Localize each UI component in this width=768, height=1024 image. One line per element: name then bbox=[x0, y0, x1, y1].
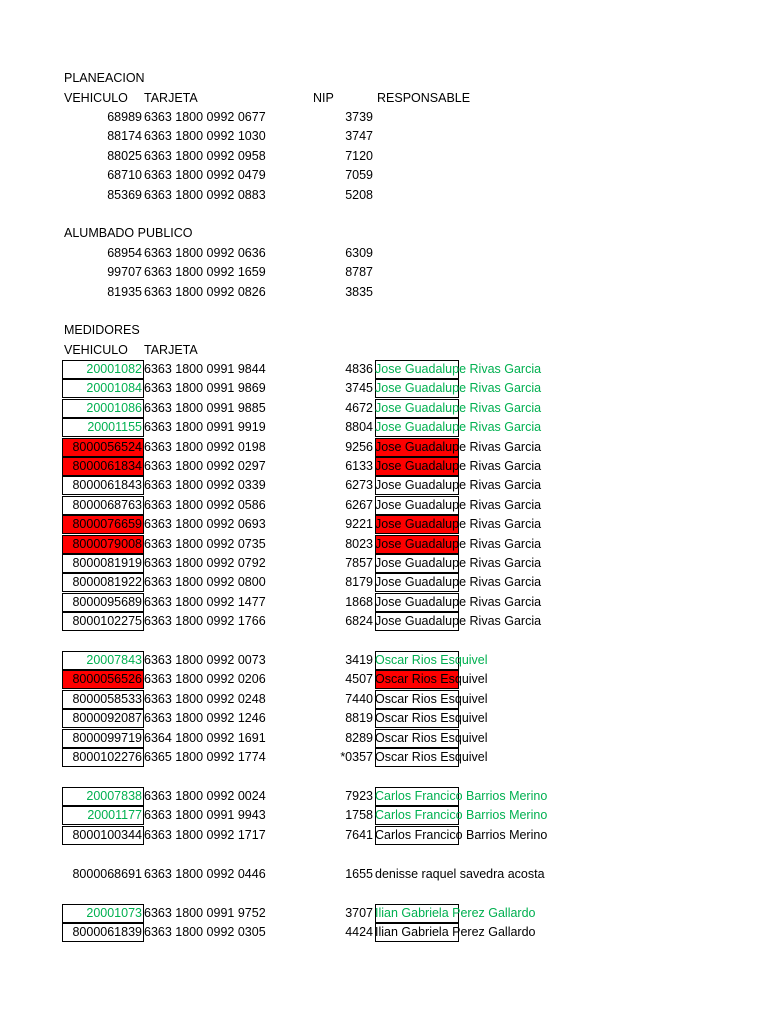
nip-cell: 7440 bbox=[345, 691, 373, 706]
tarjeta-cell: 6363 1800 0992 1717 bbox=[144, 827, 266, 842]
table-row bbox=[0, 787, 768, 806]
vehiculo-cell: 8000068691 bbox=[72, 867, 142, 881]
tarjeta-cell: 6363 1800 0992 1659 bbox=[144, 265, 266, 280]
nip-cell: 1758 bbox=[345, 808, 373, 823]
vehiculo-cell: 20001073 bbox=[86, 906, 142, 920]
nip-cell: 4424 bbox=[345, 925, 373, 940]
table-row bbox=[0, 476, 768, 495]
table-row bbox=[0, 418, 768, 437]
vehiculo-cell: 8000099719 bbox=[72, 730, 142, 745]
tarjeta-cell: 6363 1800 0992 0073 bbox=[144, 653, 266, 667]
tarjeta-cell: 6364 1800 0992 1691 bbox=[144, 730, 266, 745]
responsable-cell: Jose Guadalupe Rivas Garcia bbox=[375, 594, 542, 609]
vehiculo-cell: 20007843 bbox=[86, 653, 142, 667]
vehiculo-cell: 81935 bbox=[107, 284, 142, 299]
tarjeta-cell: 6363 1800 0992 0446 bbox=[144, 867, 266, 881]
table-row bbox=[0, 612, 768, 631]
nip-cell: 6273 bbox=[345, 478, 373, 493]
tarjeta-cell: 6363 1800 0991 9943 bbox=[144, 808, 266, 823]
table-row bbox=[0, 535, 768, 554]
tarjeta-cell: 6363 1800 0992 0693 bbox=[144, 517, 266, 532]
responsable-cell: Jose Guadalupe Rivas Garcia bbox=[375, 362, 542, 376]
responsable-cell: Ilian Gabriela Perez Gallardo bbox=[375, 906, 536, 920]
nip-cell: 3419 bbox=[345, 653, 373, 667]
responsable-cell: Jose Guadalupe Rivas Garcia bbox=[375, 517, 542, 532]
header-tarjeta-medidores: TARJETA bbox=[144, 343, 198, 357]
vehiculo-cell: 20001155 bbox=[87, 420, 142, 435]
nip-cell: 8819 bbox=[345, 711, 373, 726]
table-row bbox=[0, 515, 768, 534]
table-row bbox=[0, 904, 768, 923]
tarjeta-cell: 6363 1800 0992 0792 bbox=[144, 556, 266, 570]
nip-cell: 7120 bbox=[345, 148, 373, 163]
nip-cell: 7641 bbox=[345, 827, 373, 842]
responsable-cell: Jose Guadalupe Rivas Garcia bbox=[375, 614, 542, 629]
section-title-planeacion: PLANEACION bbox=[64, 71, 145, 85]
section-title-medidores: MEDIDORES bbox=[64, 323, 140, 337]
tarjeta-cell: 6363 1800 0992 0883 bbox=[144, 187, 266, 202]
table-row bbox=[0, 283, 768, 302]
nip-cell: 4672 bbox=[345, 400, 373, 415]
table-row bbox=[0, 147, 768, 166]
nip-cell: 3739 bbox=[345, 110, 373, 124]
vehiculo-cell: 8000079008 bbox=[72, 536, 142, 551]
header-vehiculo: VEHICULO bbox=[64, 91, 128, 105]
table-row bbox=[0, 360, 768, 379]
vehiculo-cell: 8000056524 bbox=[72, 439, 142, 454]
tarjeta-cell: 6363 1800 0992 0800 bbox=[144, 575, 266, 590]
tarjeta-cell: 6363 1800 0992 0206 bbox=[144, 672, 266, 687]
vehiculo-cell: 20001086 bbox=[86, 400, 142, 415]
nip-cell: 8023 bbox=[345, 536, 373, 551]
table-row bbox=[0, 554, 768, 573]
nip-cell: 1868 bbox=[345, 594, 373, 609]
vehiculo-cell: 99707 bbox=[107, 265, 142, 280]
vehiculo-cell: 8000068763 bbox=[72, 497, 142, 512]
header-vehiculo-medidores: VEHICULO bbox=[64, 343, 128, 357]
vehiculo-cell: 8000100344 bbox=[72, 827, 142, 842]
responsable-cell: Oscar Rios Esquivel bbox=[375, 730, 488, 745]
tarjeta-cell: 6363 1800 0992 1477 bbox=[144, 594, 266, 609]
table-row bbox=[0, 690, 768, 709]
table-row bbox=[0, 729, 768, 748]
table-row bbox=[0, 826, 768, 845]
vehiculo-cell: 88174 bbox=[107, 129, 142, 144]
vehiculo-cell: 68710 bbox=[107, 168, 142, 183]
nip-cell: 4836 bbox=[345, 362, 373, 376]
nip-cell: 6824 bbox=[345, 614, 373, 629]
table-row bbox=[0, 923, 768, 942]
table-row bbox=[0, 593, 768, 612]
header-tarjeta: TARJETA bbox=[144, 91, 198, 105]
table-row bbox=[0, 399, 768, 418]
nip-cell: 3747 bbox=[345, 129, 373, 144]
table-row bbox=[0, 379, 768, 398]
nip-cell: 3835 bbox=[345, 284, 373, 299]
nip-cell: 6309 bbox=[345, 246, 373, 260]
table-row bbox=[0, 865, 768, 884]
table-row bbox=[0, 670, 768, 689]
nip-cell: 8289 bbox=[345, 730, 373, 745]
tarjeta-cell: 6363 1800 0991 9844 bbox=[144, 362, 266, 376]
nip-cell: 9256 bbox=[345, 439, 373, 454]
vehiculo-cell: 8000076659 bbox=[72, 517, 142, 532]
vehiculo-cell: 8000061839 bbox=[72, 925, 142, 940]
vehiculo-cell: 8000056526 bbox=[72, 672, 142, 687]
vehiculo-cell: 8000095689 bbox=[72, 594, 142, 609]
tarjeta-cell: 6363 1800 0992 0024 bbox=[144, 789, 266, 803]
vehiculo-cell: 8000061834 bbox=[72, 459, 142, 473]
responsable-cell: Oscar Rios Esquivel bbox=[375, 653, 488, 667]
responsable-cell: Jose Guadalupe Rivas Garcia bbox=[375, 381, 542, 396]
vehiculo-cell: 85369 bbox=[107, 187, 142, 202]
nip-cell: 8804 bbox=[345, 420, 373, 435]
table-row bbox=[0, 244, 768, 263]
nip-cell: 3745 bbox=[345, 381, 373, 396]
tarjeta-cell: 6363 1800 0992 0305 bbox=[144, 925, 266, 940]
table-row bbox=[0, 573, 768, 592]
responsable-cell: Oscar Rios Esquivel bbox=[375, 672, 488, 687]
table-row bbox=[0, 651, 768, 670]
vehiculo-cell: 20007838 bbox=[86, 789, 142, 803]
tarjeta-cell: 6363 1800 0991 9885 bbox=[144, 400, 266, 415]
responsable-cell: Jose Guadalupe Rivas Garcia bbox=[375, 497, 542, 512]
tarjeta-cell: 6363 1800 0992 0297 bbox=[144, 459, 266, 473]
vehiculo-cell: 20001177 bbox=[87, 808, 142, 823]
responsable-cell: Carlos Francico Barrios Merino bbox=[375, 827, 548, 842]
responsable-cell: Jose Guadalupe Rivas Garcia bbox=[375, 459, 542, 473]
responsable-cell: Jose Guadalupe Rivas Garcia bbox=[375, 420, 542, 435]
header-nip: NIP bbox=[313, 91, 334, 105]
responsable-cell: Jose Guadalupe Rivas Garcia bbox=[375, 575, 542, 590]
nip-cell: 9221 bbox=[345, 517, 373, 532]
responsable-cell: Jose Guadalupe Rivas Garcia bbox=[375, 556, 542, 570]
tarjeta-cell: 6363 1800 0991 9752 bbox=[144, 906, 266, 920]
vehiculo-cell: 8000061843 bbox=[72, 478, 142, 493]
tarjeta-cell: 6363 1800 0992 0636 bbox=[144, 246, 266, 260]
table-row bbox=[0, 166, 768, 185]
table-row bbox=[0, 108, 768, 127]
vehiculo-cell: 8000081919 bbox=[72, 556, 142, 570]
vehiculo-cell: 8000102276 bbox=[72, 750, 142, 764]
vehiculo-cell: 20001084 bbox=[86, 381, 142, 396]
table-row bbox=[0, 186, 768, 205]
table-row bbox=[0, 127, 768, 146]
nip-cell: 4507 bbox=[345, 672, 373, 687]
vehiculo-cell: 68954 bbox=[107, 246, 142, 260]
tarjeta-cell: 6363 1800 0992 0479 bbox=[144, 168, 266, 183]
table-row bbox=[0, 438, 768, 457]
nip-cell: *0357 bbox=[340, 750, 373, 764]
responsable-cell: Ilian Gabriela Perez Gallardo bbox=[375, 925, 536, 940]
tarjeta-cell: 6363 1800 0991 9919 bbox=[144, 420, 266, 435]
vehiculo-cell: 8000102275 bbox=[72, 614, 142, 629]
table-row bbox=[0, 806, 768, 825]
table-row bbox=[0, 457, 768, 476]
nip-cell: 7923 bbox=[345, 789, 373, 803]
vehiculo-cell: 8000058533 bbox=[72, 691, 142, 706]
tarjeta-cell: 6363 1800 0992 0339 bbox=[144, 478, 266, 493]
nip-cell: 3707 bbox=[345, 906, 373, 920]
vehiculo-cell: 20001082 bbox=[86, 362, 142, 376]
tarjeta-cell: 6363 1800 0992 0677 bbox=[144, 110, 266, 124]
responsable-cell: Jose Guadalupe Rivas Garcia bbox=[375, 439, 542, 454]
nip-cell: 7857 bbox=[345, 556, 373, 570]
nip-cell: 1655 bbox=[345, 867, 373, 881]
table-row bbox=[0, 496, 768, 515]
table-row bbox=[0, 709, 768, 728]
tarjeta-cell: 6365 1800 0992 1774 bbox=[144, 750, 266, 764]
responsable-cell: Oscar Rios Esquivel bbox=[375, 711, 488, 726]
responsable-cell: Jose Guadalupe Rivas Garcia bbox=[375, 400, 542, 415]
responsable-cell: Oscar Rios Esquivel bbox=[375, 750, 488, 764]
responsable-cell: Carlos Francico Barrios Merino bbox=[375, 808, 548, 823]
nip-cell: 6267 bbox=[345, 497, 373, 512]
nip-cell: 8179 bbox=[345, 575, 373, 590]
tarjeta-cell: 6363 1800 0992 0826 bbox=[144, 284, 266, 299]
tarjeta-cell: 6363 1800 0991 9869 bbox=[144, 381, 266, 396]
tarjeta-cell: 6363 1800 0992 0586 bbox=[144, 497, 266, 512]
vehiculo-cell: 68989 bbox=[107, 110, 142, 124]
responsable-cell: Jose Guadalupe Rivas Garcia bbox=[375, 478, 542, 493]
responsable-cell: Oscar Rios Esquivel bbox=[375, 691, 488, 706]
table-row bbox=[0, 748, 768, 767]
tarjeta-cell: 6363 1800 0992 0198 bbox=[144, 439, 266, 454]
header-responsable: RESPONSABLE bbox=[377, 91, 471, 105]
responsable-cell: Jose Guadalupe Rivas Garcia bbox=[375, 536, 542, 551]
tarjeta-cell: 6363 1800 0992 1030 bbox=[144, 129, 266, 144]
nip-cell: 8787 bbox=[345, 265, 373, 280]
nip-cell: 5208 bbox=[345, 187, 373, 202]
tarjeta-cell: 6363 1800 0992 0248 bbox=[144, 691, 266, 706]
responsable-cell: Carlos Francico Barrios Merino bbox=[375, 789, 548, 803]
tarjeta-cell: 6363 1800 0992 0958 bbox=[144, 148, 266, 163]
responsable-cell: denisse raquel savedra acosta bbox=[375, 867, 545, 881]
nip-cell: 6133 bbox=[345, 459, 373, 473]
vehiculo-cell: 8000081922 bbox=[72, 575, 142, 590]
table-row bbox=[0, 263, 768, 282]
section-title-alumbrado: ALUMBADO PUBLICO bbox=[64, 226, 193, 240]
vehiculo-cell: 8000092087 bbox=[72, 711, 142, 726]
tarjeta-cell: 6363 1800 0992 0735 bbox=[144, 536, 266, 551]
nip-cell: 7059 bbox=[345, 168, 373, 183]
tarjeta-cell: 6363 1800 0992 1246 bbox=[144, 711, 266, 726]
vehiculo-cell: 88025 bbox=[107, 148, 142, 163]
tarjeta-cell: 6363 1800 0992 1766 bbox=[144, 614, 266, 629]
